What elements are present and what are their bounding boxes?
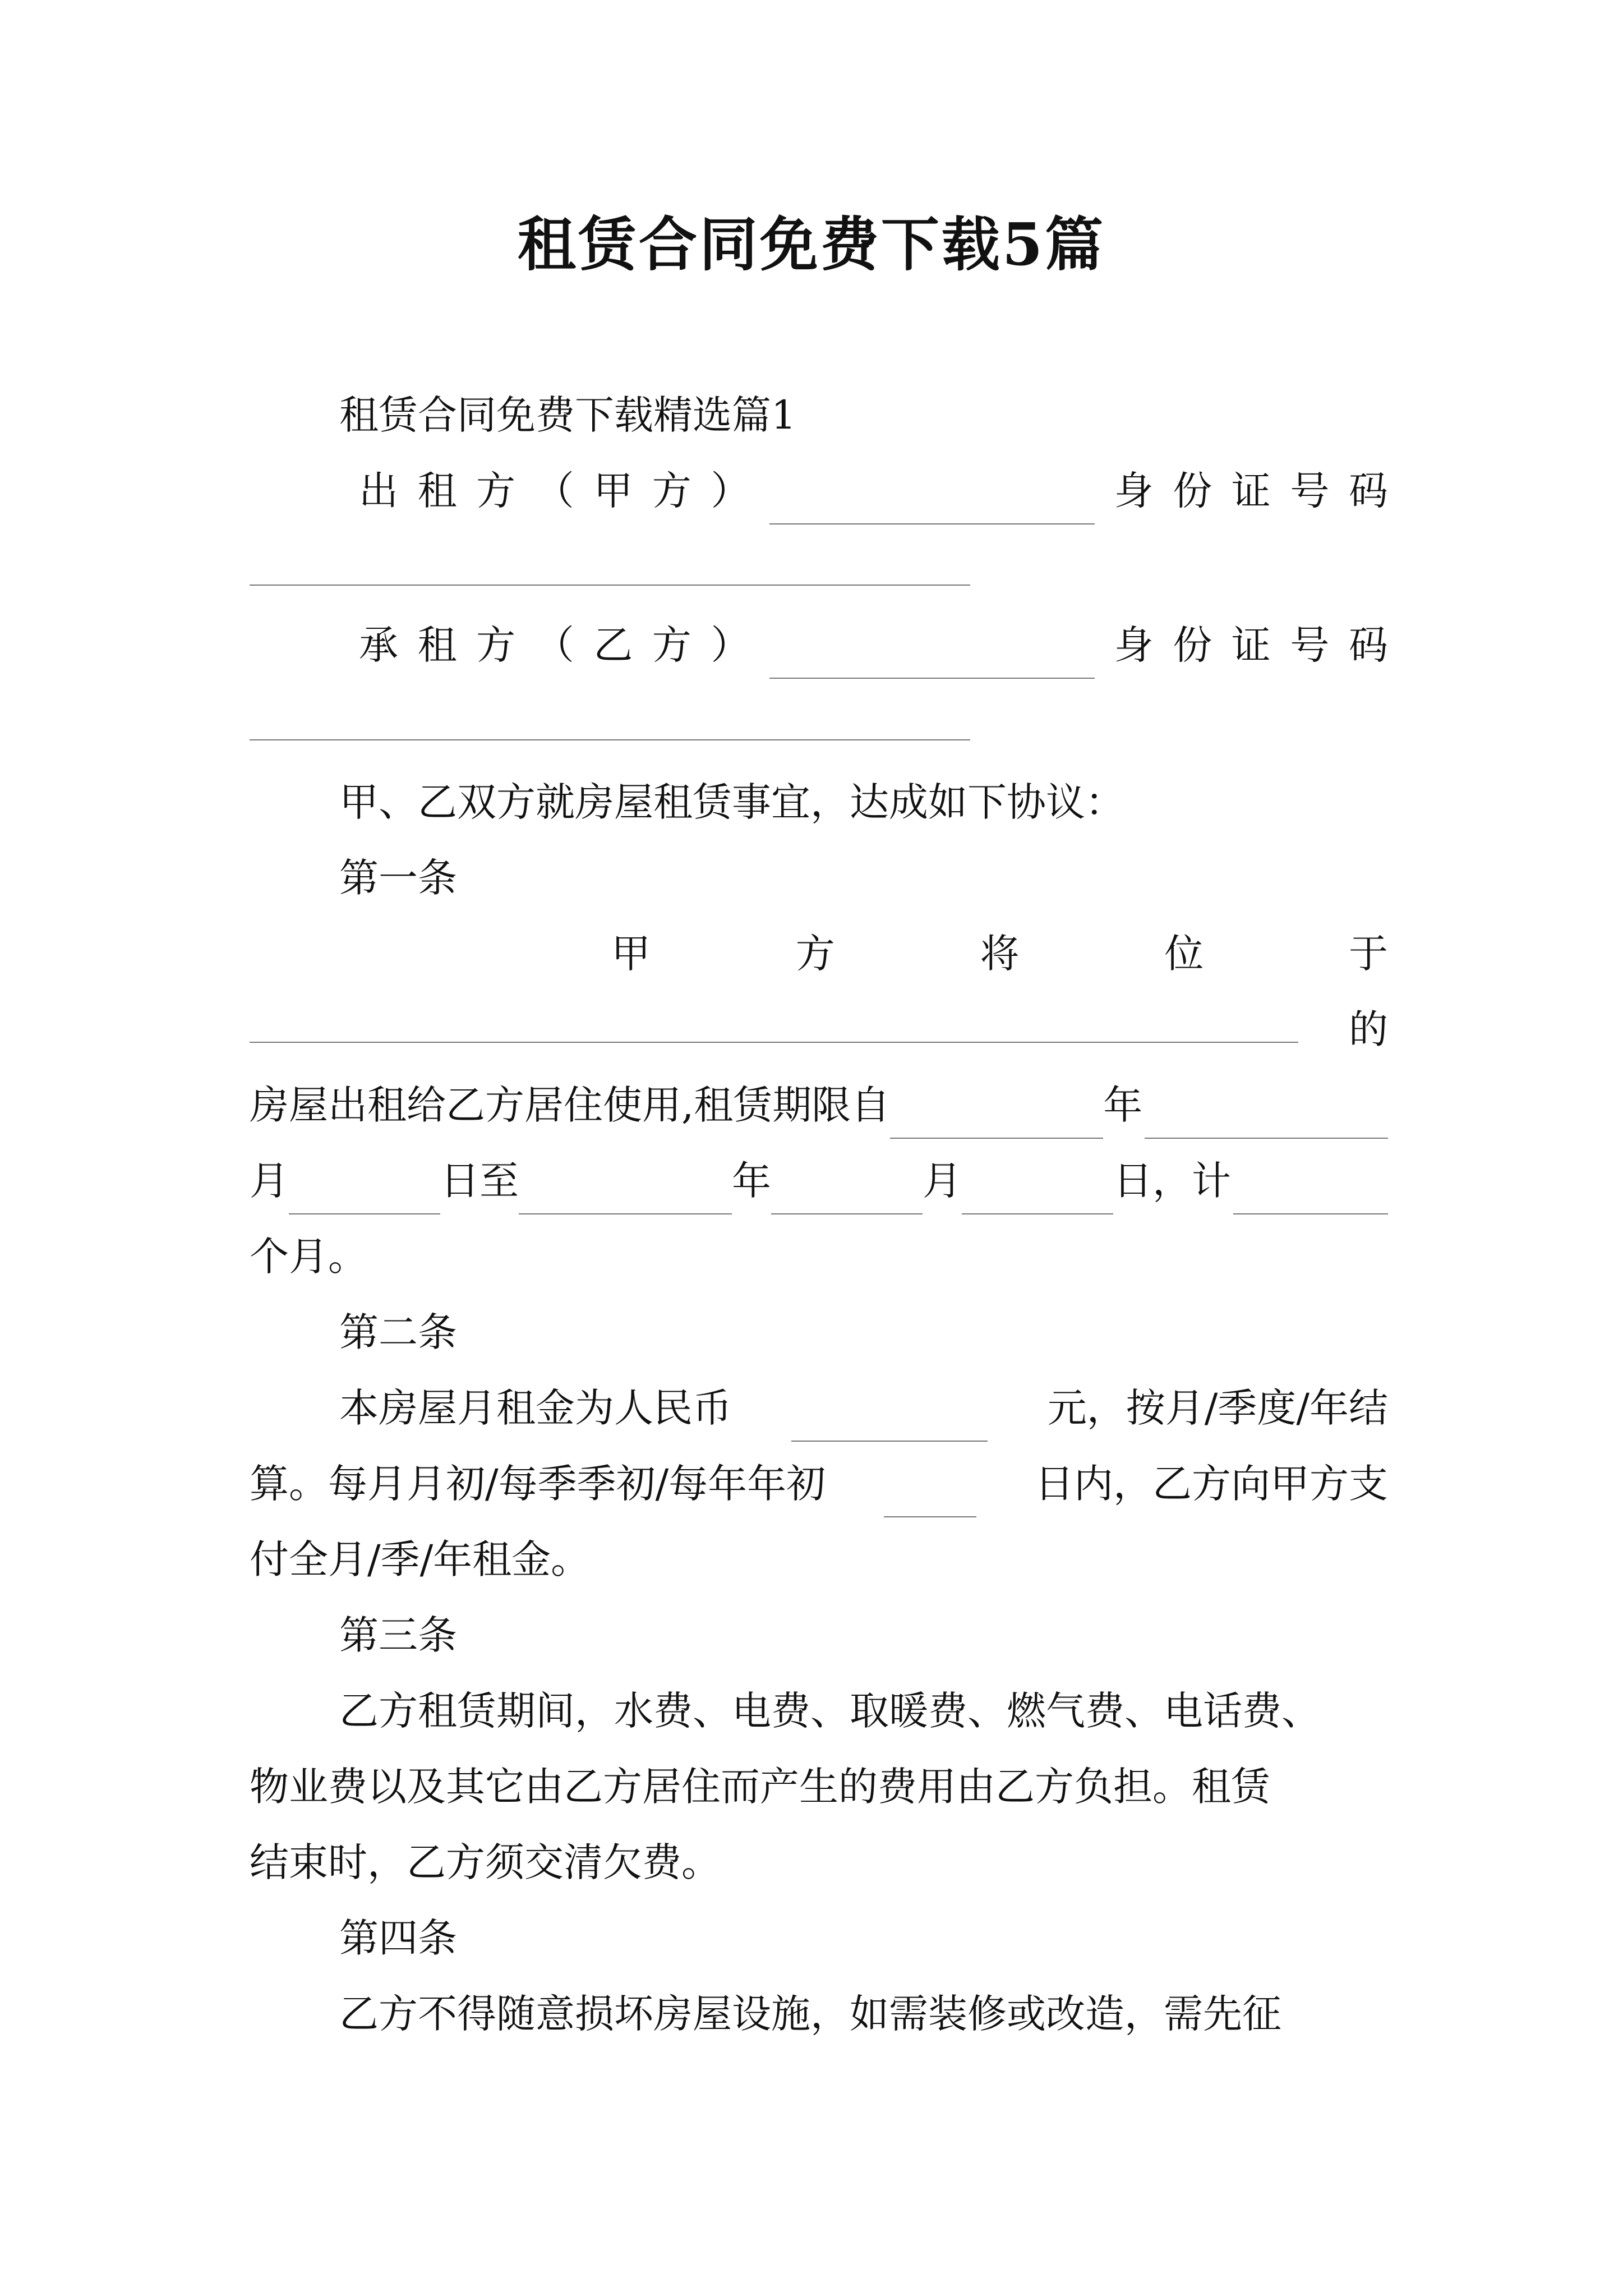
property-address-blank	[250, 998, 1298, 1043]
party-a-id-char: 号	[1290, 468, 1330, 514]
article-1-heading: 第一条	[339, 855, 457, 901]
article-1-line-2	[250, 996, 1388, 1063]
article-1-char: 将	[980, 931, 1020, 977]
article-1-char: 位	[1164, 931, 1204, 977]
article-3-heading: 第三条	[339, 1612, 457, 1658]
party-a-name-blank	[769, 480, 1095, 524]
rent-text-after: 元，按月/季度/年结	[1047, 1385, 1388, 1431]
article-2-line-1	[339, 1374, 1388, 1442]
year-label: 年	[732, 1158, 771, 1204]
article-1-char: 方	[795, 931, 835, 977]
party-a-char: （	[534, 468, 574, 514]
article-2-line-3: 付全月/季/年租金。	[250, 1536, 591, 1582]
party-b-char: ）	[711, 622, 750, 668]
party-b-name-blank	[769, 634, 1095, 679]
party-a-char: 出	[359, 468, 398, 514]
lease-term-text: 房屋出租给乙方居住使用,租赁期限自	[250, 1082, 891, 1128]
party-a-id-char: 证	[1231, 468, 1271, 514]
article-1-char: 于	[1349, 931, 1388, 977]
rent-text: 本房屋月租金为人民币	[339, 1385, 732, 1431]
start-year-blank	[890, 1094, 1103, 1139]
article-1-line-4	[250, 1147, 1388, 1214]
payment-days-blank	[884, 1473, 976, 1517]
party-b-char: 方	[476, 622, 516, 668]
payment-text: 算。每月月初/每季季初/每年年初	[250, 1461, 826, 1507]
month-label: 月	[923, 1158, 962, 1204]
party-b-id-char: 码	[1348, 622, 1388, 668]
total-months-blank	[1233, 1170, 1388, 1214]
party-b-id-char: 号	[1290, 622, 1330, 668]
article-1-line-5: 个月。	[250, 1234, 367, 1280]
party-b-line	[359, 611, 1388, 679]
party-b-char: 乙	[593, 622, 633, 668]
article-2-heading: 第二条	[339, 1309, 457, 1355]
party-b-id-char: 份	[1173, 622, 1212, 668]
article-1-line-1	[611, 920, 1388, 987]
day-total-label: 日，计	[1113, 1158, 1231, 1204]
start-day-blank	[289, 1170, 440, 1214]
end-year-blank	[519, 1170, 732, 1214]
article-1-char: 甲	[611, 931, 651, 977]
payment-text-after: 日内，乙方向甲方支	[1034, 1461, 1388, 1507]
article-3-line-1: 乙方租赁期间，水费、电费、取暖费、燃气费、电话费、	[339, 1688, 1321, 1734]
end-month-blank	[771, 1170, 923, 1214]
party-b-char: （	[534, 622, 574, 668]
intro-paragraph: 甲、乙双方就房屋租赁事宜，达成如下协议：	[339, 779, 1124, 825]
party-a-id-char: 份	[1173, 468, 1212, 514]
rent-amount-blank	[791, 1397, 988, 1442]
article-4-line-1: 乙方不得随意损坏房屋设施，如需装修或改造，需先征	[339, 1991, 1281, 2037]
party-a-id-blank	[250, 585, 970, 586]
end-day-blank	[962, 1170, 1113, 1214]
article-3-line-2: 物业费以及其它由乙方居住而产生的费用由乙方负担。租赁	[250, 1764, 1270, 1810]
party-a-id-char: 身	[1114, 468, 1154, 514]
party-b-char: 承	[359, 622, 398, 668]
section-heading: 租赁合同免费下载精选篇1	[339, 392, 796, 438]
month-label: 月	[250, 1158, 289, 1204]
party-b-char: 租	[417, 622, 457, 668]
article-3-line-3: 结束时，乙方须交清欠费。	[250, 1839, 721, 1885]
party-a-char: ）	[711, 468, 750, 514]
party-a-char: 租	[417, 468, 457, 514]
article-4-heading: 第四条	[339, 1915, 457, 1961]
party-b-char: 方	[652, 622, 691, 668]
article-1-line-3	[250, 1071, 1388, 1139]
day-to-label: 日至	[440, 1158, 519, 1204]
party-b-id-blank	[250, 739, 970, 740]
party-b-id-char: 证	[1231, 622, 1271, 668]
party-a-char: 甲	[593, 468, 633, 514]
start-month-blank	[1145, 1094, 1388, 1139]
party-a-char: 方	[652, 468, 691, 514]
party-a-line	[359, 457, 1388, 524]
party-a-char: 方	[476, 468, 516, 514]
year-label: 年	[1103, 1082, 1143, 1128]
document-title: 租赁合同免费下载5篇	[517, 210, 1106, 279]
party-b-id-char: 身	[1114, 622, 1154, 668]
article-2-line-2	[250, 1450, 1388, 1517]
article-1-line-2-end: 的	[1349, 1006, 1388, 1052]
party-a-id-char: 码	[1348, 468, 1388, 514]
